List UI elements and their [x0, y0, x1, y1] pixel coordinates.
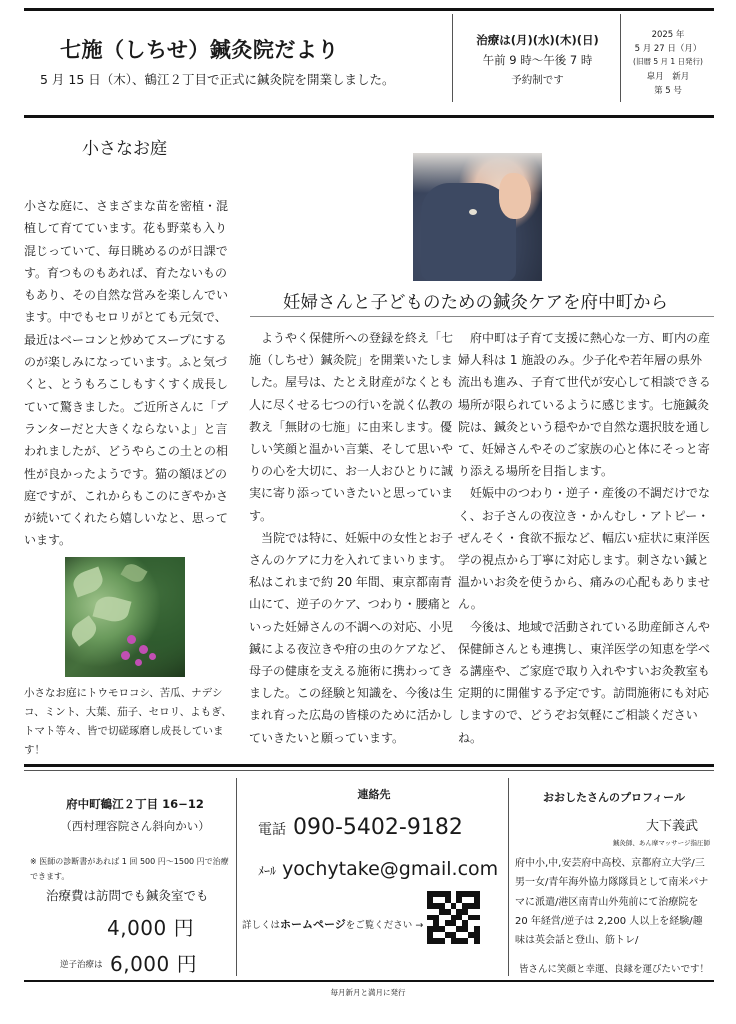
top-rule — [24, 8, 714, 11]
homepage-post: をご覧ください → — [345, 920, 424, 931]
issue-lunar: (旧暦 5 月 1 日発行) — [633, 57, 703, 66]
phone-value[interactable]: 090-5402-9182 — [293, 815, 463, 840]
hours-time: 午前 9 時～午後 7 時 — [482, 53, 593, 67]
footer-divider-1 — [236, 778, 237, 976]
issue-year: 2025 年 — [651, 30, 685, 40]
clinic-address: 府中町鶴江２丁目 16−12 — [66, 797, 204, 811]
homepage-link[interactable] — [242, 916, 423, 932]
feature-headline: 妊婦さんと子どものための鍼灸ケアを府中町から — [283, 293, 668, 313]
garden-photo — [65, 557, 185, 677]
header-divider-1 — [452, 14, 453, 102]
headline-underline — [250, 316, 714, 317]
newsletter-title: 七施（しちせ）鍼灸院だより — [60, 38, 339, 62]
opening-announcement: 5 月 15 日（木）、鶴江２丁目で正式に鍼灸院を開業しました。 — [40, 72, 395, 87]
profile-credentials: 鍼灸師、あん摩マッサージ指圧師 — [612, 839, 710, 847]
feature-paragraph: 当院では特に、妊娠中の女性とお子さんのケアに力を入れてまいります。私はこれまで約 20 年間、東京都南青山にて、逆子のケア、つわり・腰痛といった妊婦さんの不調への対応、小児鍼による夜泣きや疳の虫のケアなど、母子の健康を支える施術に携わってきました。この経験と知識を、今後は生まれ育った広島の皆様のために活かしていきたいと願っています。 — [249, 530, 454, 745]
qr-code-icon[interactable] — [427, 891, 480, 944]
header-divider-2 — [620, 14, 621, 102]
garden-body: 小さな庭に、さまざまな苗を密植・混植して育てています。花も野菜も入り混じっていて、毎日眺めるのが日課です。育つものもあれば、育たないものもあり、その自然な営みを楽しんでいます。中でもセロリがとても元気で、最近はベーコンと炒めてスープにするのが楽しみになっています。ふと気づくと、とうもろこしもすくすく成長していて驚きました。ご近所さんに「プランターだと大きくならないよ」と言われましたが、どうやらこの土との相性が良かったようです。猫の額ほどの庭ですが、これからもこのにぎやかさが続いてくれたら嬉しいなと、思っています。 — [24, 199, 229, 548]
footer-bottom-rule — [24, 980, 714, 982]
hours-days: 治療は(月)(水)(木)(日) — [476, 33, 599, 47]
footer-top-rule — [24, 764, 714, 767]
email-address[interactable] — [258, 858, 498, 880]
email-label: ﾒｰﾙ — [258, 864, 277, 878]
issue-moon: 皐月 新月 — [646, 72, 690, 82]
profile-name: 大下義武 — [646, 819, 699, 834]
phone-label: 電話 — [258, 822, 286, 838]
feature-paragraph: 府中町は子育て支援に熱心な一方、町内の産婦人科は 1 施設のみ。少子化や若年層の県外流出も進み、子育て世代が安心して相談できる場所が限られているように感じます。七施鍼灸院は、鍼灸という穏やかで自然な選択肢を通して、妊婦さんやそのご家族の心と体にそっと寄り添える場所を目指します。 — [458, 331, 711, 479]
footer-top-rule-thin — [24, 770, 714, 771]
clinic-landmark: （西村理容院さん斜向かい） — [60, 819, 210, 833]
feature-column-1 — [249, 327, 457, 749]
baby-photo — [413, 153, 542, 281]
publication-note: 毎月新月と満月に発行 — [330, 988, 406, 997]
garden-photo-caption: 小さなお庭にトウモロコシ、苦瓜、ナデシコ、ミント、大葉、茄子、セロリ、よもぎ、トマト等々、皆で切磋琢磨し成長しています！ — [24, 687, 232, 756]
contact-heading: 連絡先 — [357, 788, 391, 801]
phone-number[interactable] — [258, 815, 463, 840]
homepage-bold[interactable]: ホームページ — [280, 918, 346, 931]
fee-breech-label: 逆子治療は — [60, 960, 103, 970]
email-value[interactable]: yochytake@gmail.com — [282, 858, 499, 880]
feature-column-2 — [458, 327, 712, 749]
garden-title: 小さなお庭 — [82, 139, 167, 159]
profile-body: 府中小,中,安芸府中高校、京都府立大学/三男一女/青年海外協力隊隊員として南米パナマに派遣/港区南青山外苑前にて治療院を 20 年経営/逆子は 2,200 人以上を経験/趣味は英会話と登山、筋トレ/ — [515, 858, 709, 947]
profile-heading: おおしたさんのプロフィール — [543, 791, 685, 804]
fee-breech: 6,000 円 — [110, 952, 198, 976]
hours-booking: 予約制です — [511, 74, 564, 86]
homepage-pre: 詳しくは — [242, 920, 281, 931]
issue-date: 5 月 27 日（月） — [634, 44, 702, 54]
feature-paragraph: ようやく保健所への登録を終え「七施（しちせ）鍼灸院」を開業いたしました。屋号は、たとえ財産がなくとも人に尽くせる七つの行いを説く仏教の教え「無財の七施」に由来します。優しい笑顔と温かい言葉、そして思いやりの心を大切に、お一人おひとりに誠実に寄り添っていきたいと思っています。 — [249, 331, 454, 523]
header-bottom-rule — [24, 115, 714, 118]
fee-line: 治療費は訪問でも鍼灸室でも — [46, 888, 209, 903]
feature-paragraph: 妊娠中のつわり・逆子・産後の不調だけでなく、お子さんの夜泣き・かんむし・アトピー・ぜんそく・食欲不振など、幅広い症状に東洋医学の視点から丁寧に対応します。刺さない鍼と温かいお灸を使うから、痛みの心配もありません。 — [458, 486, 711, 612]
fee-visit: 4,000 円 — [107, 916, 195, 940]
footer-divider-2 — [508, 778, 509, 976]
fee-note: ※ 医師の診断書があれば 1 回 500 円～1500 円で治療できます。 — [30, 857, 229, 881]
profile-wish: 皆さんに笑顔と幸運、良縁を運びたいです！ — [518, 964, 709, 975]
issue-number: 第 5 号 — [654, 86, 682, 96]
feature-paragraph: 今後は、地域で活動されている助産師さんや保健師さんとも連携し、東洋医学の知恵を学べる講座や、ご家庭で取り入れやすいお灸教室も定期的に開催する予定です。訪問施術にも対応しますので、どうぞお気軽にご相談くださいね。 — [458, 619, 711, 745]
